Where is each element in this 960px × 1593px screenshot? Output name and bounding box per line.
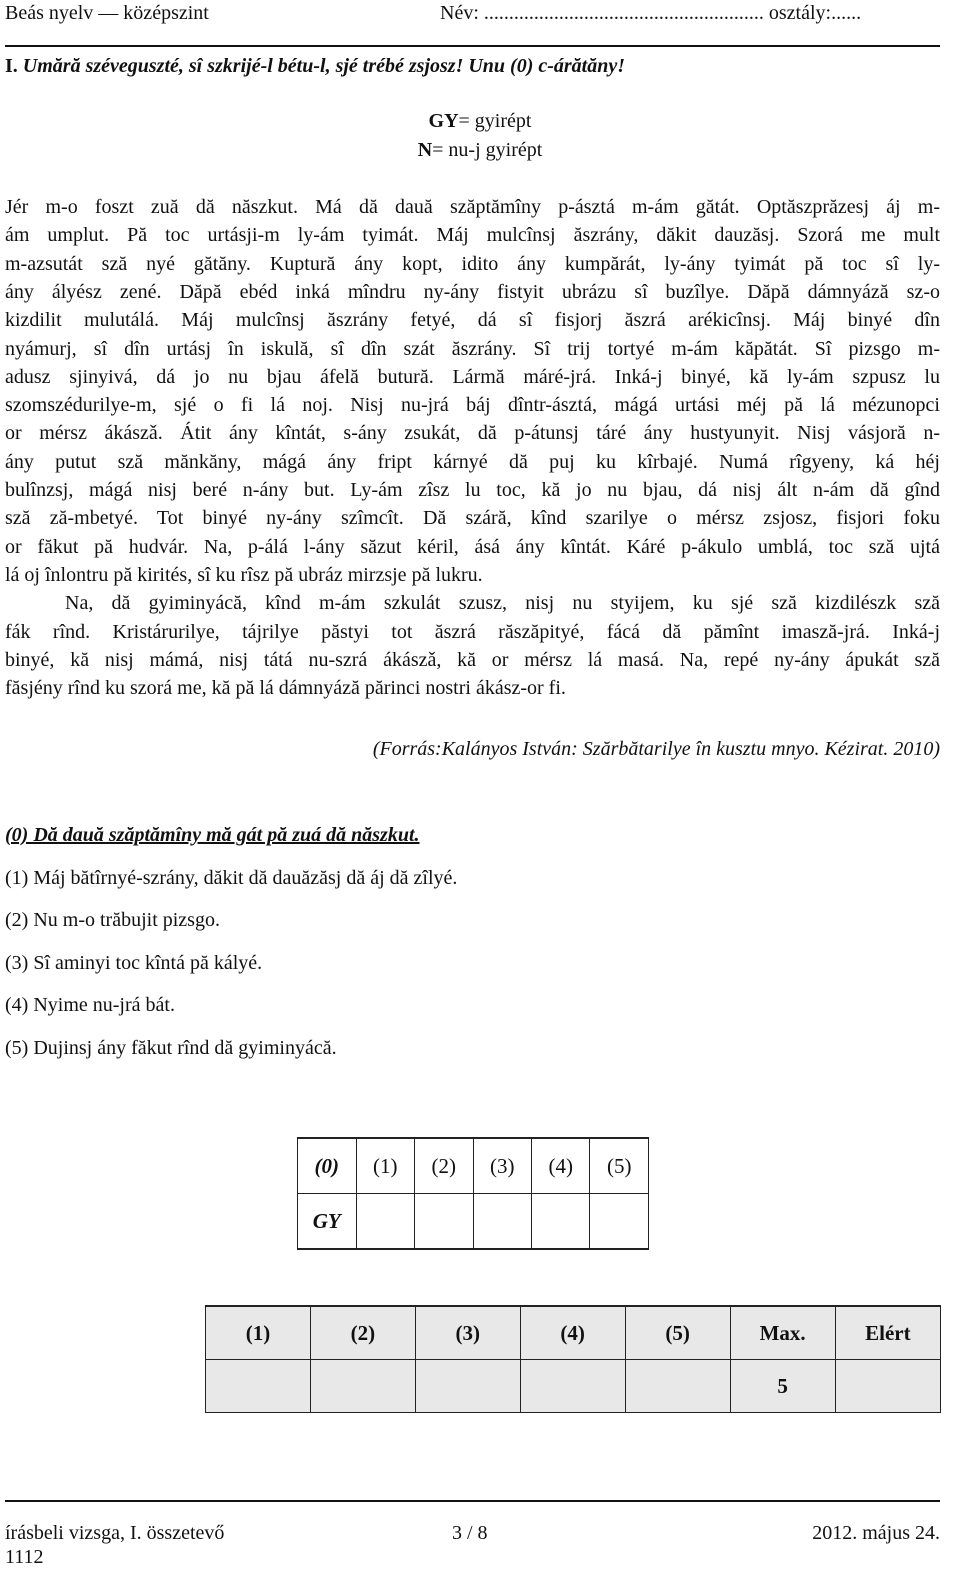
header-cell: (2): [310, 1306, 415, 1360]
score-cell[interactable]: [206, 1360, 311, 1413]
header-cell: (4): [531, 1138, 589, 1194]
statement: (3) Sî aminyi toc kîntá pă kályé.: [5, 952, 263, 974]
example-answer-cell: GY: [298, 1194, 357, 1250]
passage-line: bulînzsj, mágá nisj beré n-ány but. Ly-ám zîsz lu toc, kă jo nu bjau, dá nisj ált n-ám dă gînd: [5, 479, 940, 501]
task-text: Umără széveguszté, sî szkrijé-l bétu-l, sjé trébé zsjosz! Unu (0) c-árătăny!: [22, 55, 626, 77]
score-cell[interactable]: [520, 1360, 625, 1413]
achieved-score-cell[interactable]: [835, 1360, 940, 1413]
legend-text: = nu-j gyirépt: [432, 139, 543, 161]
answer-cell[interactable]: [531, 1194, 589, 1250]
passage-line: m-azsutát sză nyé gătăny. Kuptură ány kopt, idito ány kumpărát, ly-ány tyimát pă toc sî ly-: [5, 252, 940, 275]
header-divider: [5, 45, 940, 47]
statement: (2) Nu m-o trăbujit pizsgo.: [5, 909, 220, 931]
answer-cell[interactable]: [415, 1194, 473, 1250]
passage-line: nyámurj, sî dîn urtásj în iskulă, sî dîn szát ăszrány. Sî trij tortyé m-ám kăpătát. Sî pizsgo m-: [5, 337, 940, 360]
passage-line: adusz sjinyivá, dá jo nu bjau áfelă butură. Lármă máré-jrá. Inká-j binyé, kă ly-ám szpusz lu: [5, 365, 940, 388]
score-table: [205, 1305, 941, 1413]
task-instruction: [5, 55, 625, 78]
header-cell: (3): [473, 1138, 531, 1194]
passage-line: or mérsz ákászǎ. Átit ány kîntát, s-ány zsukát, dă p-átunsj táré ány hustyunyit. Nisj vásjoră n-: [5, 422, 940, 445]
answer-cell[interactable]: [473, 1194, 531, 1250]
header-cell: Max.: [730, 1306, 835, 1360]
passage-line: ám umplut. Pă toc urtásji-m ly-ám tyimát. Máj mulcînsj ăszrány, dăkit dauzăsj. Szorá me mult: [5, 224, 940, 247]
page-number: 3 / 8: [452, 1522, 488, 1544]
passage-line: ány putut sză mănkăny, mágá ány fript kárnyé dă puj ku kîrbajé. Numá rîgyeny, ká héj: [5, 450, 940, 473]
passage-line: făsjény rînd ku szorá me, kă pă lá dámnyáză părinci nostri ákász-or fi.: [5, 677, 566, 700]
answer-cell[interactable]: [590, 1194, 649, 1250]
footer-divider: [5, 1500, 940, 1502]
score-cell[interactable]: [310, 1360, 415, 1413]
footer-date: 2012. május 24.: [812, 1522, 940, 1544]
example-statement: (0) Dă dauă szăptămîny mă gát pă zuá dă năszkut.: [5, 824, 420, 846]
header-cell: (1): [356, 1138, 414, 1194]
header-cell: (2): [415, 1138, 473, 1194]
passage-line: binyé, kă nisj mámá, nisj tátá nu-szrá ákászǎ, kă or mérsz lá masá. Na, repé ny-ány ápukát sză: [5, 648, 940, 671]
header-cell: (5): [625, 1306, 730, 1360]
header-cell: (5): [590, 1138, 649, 1194]
footer-exam-label: írásbeli vizsga, I. összetevő: [5, 1522, 225, 1544]
legend-code: GY: [428, 110, 459, 132]
score-cell[interactable]: [625, 1360, 730, 1413]
header-cell: (1): [206, 1306, 311, 1360]
source-citation: (Forrás:Kalányos István: Szărbătarilye în kusztu mnyo. Kézirat. 2010): [372, 738, 940, 760]
name-class-field: Név: ........................................................ osztály:......: [440, 2, 862, 24]
score-cell[interactable]: [415, 1360, 520, 1413]
max-score-cell: 5: [730, 1360, 835, 1413]
passage-line: fák rînd. Kristárurilye, tájrilye păstyi tot ăszrá răszăpityé, fácá dă pămînt imasză-jrá. Inká-j: [5, 620, 940, 643]
footer-code: 1112: [5, 1546, 44, 1568]
header-cell: (0): [298, 1138, 357, 1194]
passage-line: sză ză-mbetyé. Tot binyé ny-ány szîmcît. Dă száră, kînd szarilye o mérsz zsjosz, fisjori foku: [5, 507, 940, 530]
statement: (4) Nyime nu-jrá bát.: [5, 994, 175, 1016]
legend-false: [0, 139, 960, 162]
passage-line: lá oj înlontru pă kirités, sî ku rîsz pă ubráz mirzsje pă lukru.: [5, 563, 483, 586]
header-cell: (3): [415, 1306, 520, 1360]
header-cell: (4): [520, 1306, 625, 1360]
statement: (1) Máj bătîrnyé-szrány, dăkit dă dauăzăsj dă áj dă zîlyé.: [5, 867, 458, 889]
answer-table: [297, 1137, 649, 1250]
passage-line: Na, dă gyiminyácă, kînd m-ám szkulát szusz, nisj nu styijem, ku sjé sză kizdilészk sză: [65, 592, 940, 615]
passage-line: or făkut pă hudvár. Na, p-álá l-ány săzut kéril, ásá ány kîntát. Káré p-ákulo umblá, toc sză ujtá: [5, 535, 940, 558]
task-number: I.: [5, 55, 18, 77]
legend-code: N: [417, 139, 433, 161]
passage-line: ány ályész zené. Dăpă ebéd inká mîndru ny-ány fistyit ubrázu sî buzîlye. Dăpă dámnyáză sz-o: [5, 280, 940, 303]
legend-true: [0, 110, 960, 133]
statement: (5) Dujinsj ány făkut rînd dă gyiminyácă.: [5, 1037, 337, 1059]
answer-cell[interactable]: [356, 1194, 414, 1250]
passage-line: kizdilit mulutálá. Máj mulcînsj ăszrány fetyé, dá sî fisjorj ăszrá arékicînsj. Máj binyé dîn: [5, 309, 940, 332]
passage-line: szomszédurilye-m, sjé o fi lá noj. Nisj nu-jrá báj dîntr-ásztá, mágá urtási méj pă lá mézunopci: [5, 394, 940, 417]
header-cell: Elért: [835, 1306, 940, 1360]
passage-line: Jér m-o foszt zuă dă năszkut. Má dă dauă szăptămîny p-ásztá m-ám gătát. Optăszprăzesj áj m-: [5, 196, 940, 218]
legend-text: = gyirépt: [458, 110, 532, 132]
subject-title: Beás nyelv — középszint: [5, 2, 209, 24]
